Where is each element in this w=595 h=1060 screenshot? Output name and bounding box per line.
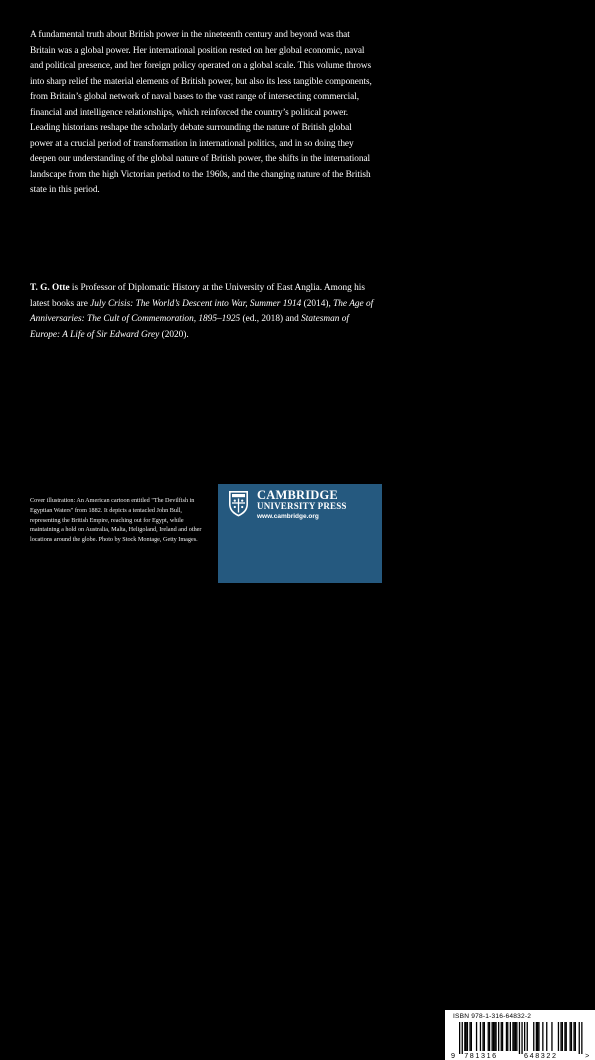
publisher-name: CAMBRIDGE [257,488,338,502]
barcode-bar [492,1022,493,1051]
barcode-bar [480,1022,481,1051]
barcode [448,1022,592,1059]
barcode-bar [462,1022,463,1054]
barcode-bar [524,1022,525,1051]
barcode-bar [581,1022,582,1054]
book-title-statesman-of-europe: Statesman of Europe: A Life of Sir Edward Grey [30,314,349,340]
barcode-addon-mark: > [585,1051,591,1060]
bio-text-2: (2014), [301,298,334,309]
barcode-bar [536,1022,537,1051]
barcode-bar [564,1022,565,1051]
barcode-bar [542,1022,543,1051]
barcode-bar [494,1022,495,1051]
barcode-bar [469,1022,470,1051]
book-description: A fundamental truth about British power in the nineteenth century and beyond was that Britain was a global power. Her international position rested on her global economic, naval and political presence, and her foreign policy operated on a global scale. This volume throws into sharp relief the material elements of British power, but also its less tangible components, from Britain’s global network of naval bases to the vast range of intersecting commercial, financial and intelligence relationships, which reinforced the country’s political power. Leading historians reshape the scholarly debate surrounding the nature of British global power at a crucial period of transformation in international politics, and in so doing they deepen our understanding of the global nature of British power, the shifts in the international landscape from the high Victorian period to the 1960s, and the changing nature of the British state in this period. [30,30,372,196]
barcode-bar [551,1022,552,1051]
barcode-bar [538,1022,539,1051]
barcode-bar [459,1022,460,1054]
author-bio [30,281,375,343]
barcode-bar [495,1022,496,1051]
barcode-bar [506,1022,507,1051]
barcode-bar [466,1022,467,1051]
cover-illustration-caption: Cover illustration: An American cartoon entitled "The Devilfish in Egyptian Waters" from 1882. It depicts a tentacled John Bull, representing the British Empire, reaching out for Egypt, while maintaining a hold on Australia, Malta, Heligoland, Ireland and other locations around the globe. Photo by Stock Montage, Getty Images. [30,497,202,543]
barcode-bar [533,1022,534,1051]
barcode-bar [558,1022,559,1051]
barcode-digits-left: 781316 [464,1051,498,1060]
barcode-bar [498,1022,499,1051]
barcode-bar [476,1022,477,1051]
barcode-bar [527,1022,528,1051]
barcode-bar [566,1022,567,1051]
bio-text-1: is Professor of Diplomatic History at the University of East Anglia. Among his latest books are [30,283,365,309]
barcode-digits-right: 648322 [524,1051,558,1060]
barcode-bar [471,1022,472,1051]
barcode-bar [488,1022,489,1051]
barcode-bar [573,1022,574,1051]
barcode-bar [571,1022,572,1051]
barcode-bar [546,1022,547,1051]
barcode-bar [484,1022,485,1051]
barcode-bar [507,1022,508,1051]
barcode-bar [493,1022,494,1051]
barcode-bar [516,1022,517,1051]
barcode-bar [467,1022,468,1051]
barcode-bar [502,1022,503,1051]
barcode-digit-first: 9 [451,1051,457,1060]
publisher-url: www.cambridge.org [257,513,319,520]
barcode-bar [482,1022,483,1051]
barcode-bar [560,1022,561,1051]
book-title-age-of-anniversaries: The Age of Anniversaries: The Cult of Commemoration, 1895–1925 [30,298,374,324]
author-name: T. G. Otte [30,283,70,293]
barcode-bar [501,1022,502,1051]
book-title-july-crisis: July Crisis: The World’s Descent into War, Summer 1914 [90,298,302,309]
barcode-bar [521,1022,522,1054]
isbn-label: ISBN 978-1-316-64832-2 [453,1013,532,1020]
publisher-subname: UNIVERSITY PRESS [257,501,347,511]
barcode-bar [579,1022,580,1054]
publisher-block [218,484,591,1060]
barcode-bar [514,1022,515,1051]
barcode-bar [464,1022,465,1051]
barcode-bar [537,1022,538,1051]
barcode-bar [489,1022,490,1051]
bio-text-3: (ed., 2018) and [240,314,302,324]
bio-text-4: (2020). [159,329,189,340]
cambridge-shield-icon [228,490,249,517]
barcode-bar [570,1022,571,1051]
barcode-bar [515,1022,516,1051]
barcode-bar [562,1022,563,1051]
barcode-bar [575,1022,576,1051]
isbn-barcode-panel [445,1010,595,1060]
barcode-bar [512,1022,513,1051]
barcode-bar [519,1022,520,1054]
barcode-bar [510,1022,511,1051]
